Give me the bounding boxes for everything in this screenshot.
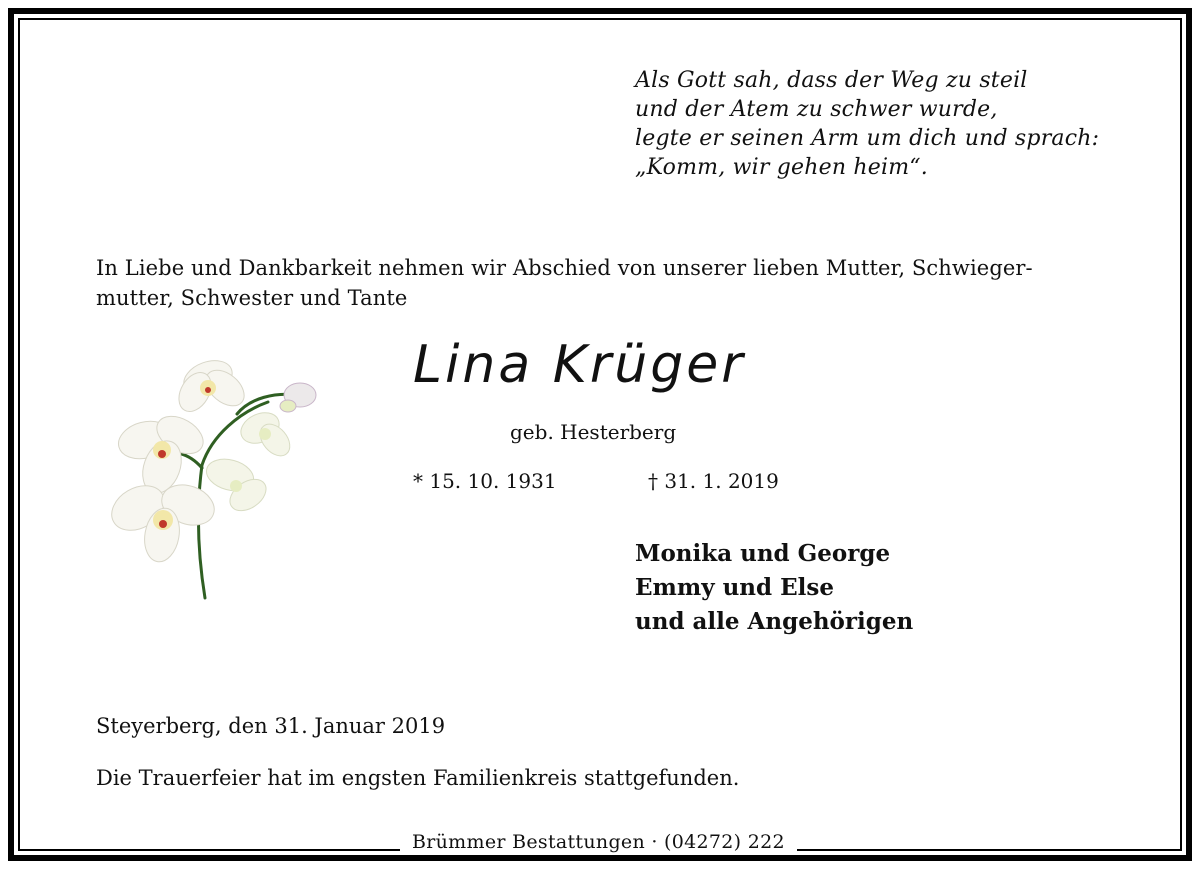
orchid-bud <box>280 383 316 412</box>
poem-line: Als Gott sah, dass der Weg zu steil <box>635 68 1028 93</box>
intro-line: In Liebe und Dankbarkeit nehmen wir Abschied von unserer lieben Mutter, Schwieger- <box>96 256 1033 280</box>
death-date: † 31. 1. 2019 <box>648 469 779 493</box>
orchid-flower <box>236 407 296 462</box>
intro-line: mutter, Schwester und Tante <box>96 286 408 310</box>
signer-line: und alle Angehörigen <box>635 608 914 635</box>
intro-text <box>96 253 1106 313</box>
orchid-flower <box>114 409 209 499</box>
place-date: Steyerberg, den 31. Januar 2019 <box>96 714 446 738</box>
funeral-note: Die Trauerfeier hat im engsten Familienkreis stattgefunden. <box>96 766 740 790</box>
poem <box>635 66 1099 182</box>
birth-date: * 15. 10. 1931 <box>413 469 557 493</box>
poem-line: und der Atem zu schwer wurde, <box>635 97 998 122</box>
deceased-name: Lina Krüger <box>413 335 746 395</box>
signer-line: Monika und George <box>635 540 891 567</box>
poem-line: legte er seinen Arm um dich und sprach: <box>635 126 1100 151</box>
maiden-name: geb. Hesterberg <box>510 420 677 444</box>
orchid-flower <box>172 354 250 417</box>
funeral-home-footer: Brümmer Bestattungen · (04272) 222 <box>400 831 797 853</box>
white-orchid-branch-icon <box>100 340 330 605</box>
signer-line: Emmy und Else <box>635 574 834 601</box>
poem-line: „Komm, wir gehen heim“. <box>635 155 928 180</box>
signers <box>635 537 913 639</box>
